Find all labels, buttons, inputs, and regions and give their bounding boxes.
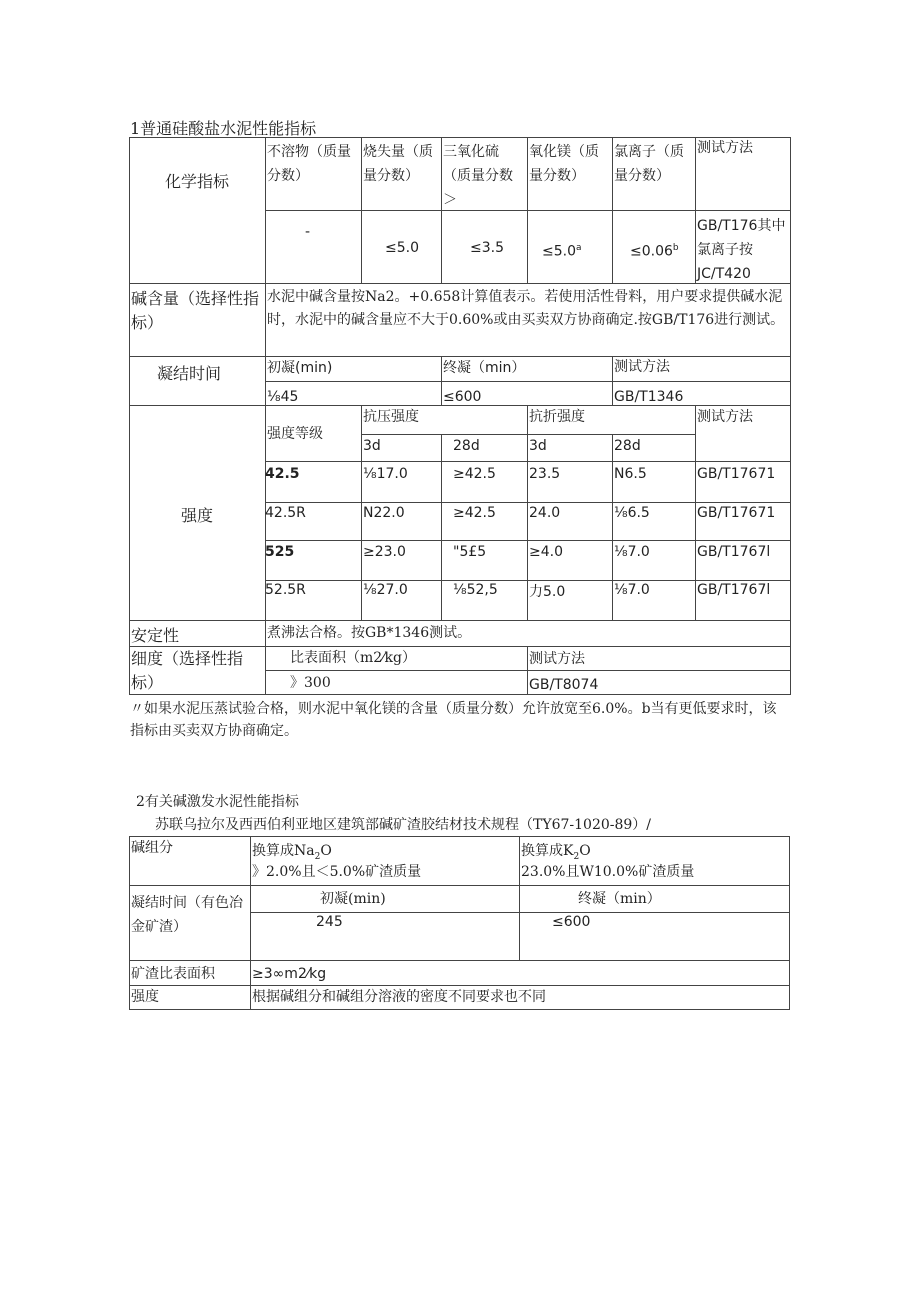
strength-label: 强度 [181, 506, 214, 525]
strength-cell: 力5.0 [529, 584, 566, 600]
strength-cell: ≥23.0 [363, 544, 406, 560]
strength-cell: ⅛6.5 [614, 505, 650, 521]
strength-grade: 525 [265, 544, 295, 560]
strength-sub-3d-compress: 3d [363, 438, 381, 454]
strength-cell: GB/T17671 [697, 505, 776, 521]
strength-method-header: 测试方法 [697, 409, 753, 425]
chem-header-loss: 烧失量（质量分数） [363, 144, 433, 184]
strength-cell: 23.5 [529, 466, 561, 482]
strength-sub-28d-flex: 28d [614, 438, 641, 454]
chem-label: 化学指标 [165, 172, 230, 191]
chem-value-so3: ≤3.5 [470, 240, 504, 256]
strength-cell: ⅛7.0 [614, 582, 650, 598]
strength-cell: ⅛27.0 [363, 582, 408, 598]
strength-cell: ≥42.5 [453, 466, 496, 482]
strength-cell: ≥4.0 [529, 544, 563, 560]
strength-sub-28d-compress: 28d [453, 438, 480, 454]
alkali-label: 碱含量（选择性指标） [131, 289, 260, 332]
setting-header-final: 终凝（min） [443, 360, 526, 376]
chem-header-chloride: 氯离子（质量分数） [614, 144, 684, 184]
strength-sub-3d-flex: 3d [529, 438, 547, 454]
strength-cell: ⅛17.0 [363, 466, 408, 482]
section1-title: 1普通硅酸盐水泥性能指标 [130, 119, 317, 138]
t2-final-header: 终凝（min） [578, 891, 661, 907]
strength-grade: 42.5R [265, 505, 306, 521]
strength-cell: N6.5 [614, 466, 647, 482]
strength-flex-header: 抗折强度 [529, 409, 585, 425]
chem-value-method: GB/T176其中氯离子按JC/T420 [697, 218, 786, 282]
strength-cell: ⅛7.0 [614, 544, 650, 560]
setting-label: 凝结时间 [157, 364, 222, 383]
strength-grade: 52.5R [265, 582, 306, 598]
t2-alkali-label: 碱组分 [131, 840, 173, 856]
t2-area-label: 矿渣比表面积 [131, 966, 215, 982]
strength-grade: 42.5 [265, 466, 300, 482]
strength-cell: N22.0 [363, 505, 405, 521]
strength-cell: ≥42.5 [453, 505, 496, 521]
strength-cell: GB/T17671 [697, 466, 776, 482]
chem-header-so3: 三氧化硫（质量分数＞ [443, 144, 513, 208]
chem-header-mgo: 氧化镁（质量分数） [529, 144, 599, 184]
t2-na-value: 》2.0%且＜5.0%矿渣质量 [252, 864, 422, 880]
strength-cell: "5£5 [453, 544, 487, 560]
t2-setting-label: 凝结时间（有色冶金矿渣） [131, 895, 243, 935]
soundness-label: 安定性 [131, 626, 180, 645]
setting-value-final: ≤600 [443, 389, 482, 405]
chem-value-mgo: ≤5.0$^a$ [542, 243, 582, 260]
fineness-value-method: GB/T8074 [529, 677, 599, 693]
t2-initial-value: 245 [316, 914, 343, 930]
strength-compress-header: 抗压强度 [363, 409, 419, 425]
chem-value-chloride: ≤0.06$^b$ [630, 243, 679, 260]
setting-header-method: 测试方法 [614, 359, 670, 375]
soundness-text: 煮沸法合格。按GB*1346测试。 [267, 625, 472, 641]
chem-header-insoluble: 不溶物（质量分数） [267, 144, 351, 184]
fineness-header-method: 测试方法 [529, 651, 585, 667]
strength-grade-header: 强度等级 [267, 426, 323, 442]
setting-value-method: GB/T1346 [614, 389, 684, 405]
t2-area-value: ≥3∞m2⁄kg [252, 966, 327, 982]
chem-header-method: 测试方法 [697, 140, 753, 156]
section2-title: 2有关碱激发水泥性能指标 [136, 794, 299, 810]
setting-value-initial: ⅛45 [267, 389, 299, 405]
alkali-text: 水泥中碱含量按Na2。+0.658计算值表示。若使用活性骨料，用户要求提供碱水泥时，水泥中的碱含量应不大于0.60%或由买卖双方协商确定.按GB/T176进行测试。 [267, 289, 785, 328]
strength-cell: ⅛52,5 [453, 582, 498, 598]
strength-cell: 24.0 [529, 505, 561, 521]
t2-k-header: 换算成$K_2O$ [521, 843, 591, 862]
strength-cell: GB/T1767l [697, 582, 771, 598]
fineness-label: 细度（选择性指标） [131, 649, 244, 692]
strength-cell: GB/T1767l [697, 544, 771, 560]
section2-subtitle: 苏联乌拉尔及西西伯利亚地区建筑部碱矿渣胶结材技术规程（TY67-1020-89）/ [155, 817, 652, 833]
t2-na-header: 换算成$Na_2O$ [252, 843, 332, 862]
chem-value-loss: ≤5.0 [385, 240, 419, 256]
fineness-value-area: 》300 [290, 675, 331, 691]
t2-strength-label: 强度 [131, 989, 159, 1005]
t2-strength-value: 根据碱组分和碱组分溶液的密度不同要求也不同 [252, 989, 546, 1005]
t2-final-value: ≤600 [552, 914, 591, 930]
chem-value-insoluble: - [305, 224, 311, 240]
setting-header-initial: 初凝(min) [267, 360, 333, 376]
t2-initial-header: 初凝(min) [320, 891, 386, 907]
t2-k-value: 23.0%且W10.0%矿渣质量 [521, 864, 695, 880]
fineness-header-area: 比表面积（m2⁄kg） [290, 650, 416, 666]
section1-footnote: 〃如果水泥压蒸试验合格，则水泥中氧化镁的含量（质量分数）允许放宽至6.0%。b当有更低要求时，该指标由买卖双方协商确定。 [130, 701, 777, 739]
